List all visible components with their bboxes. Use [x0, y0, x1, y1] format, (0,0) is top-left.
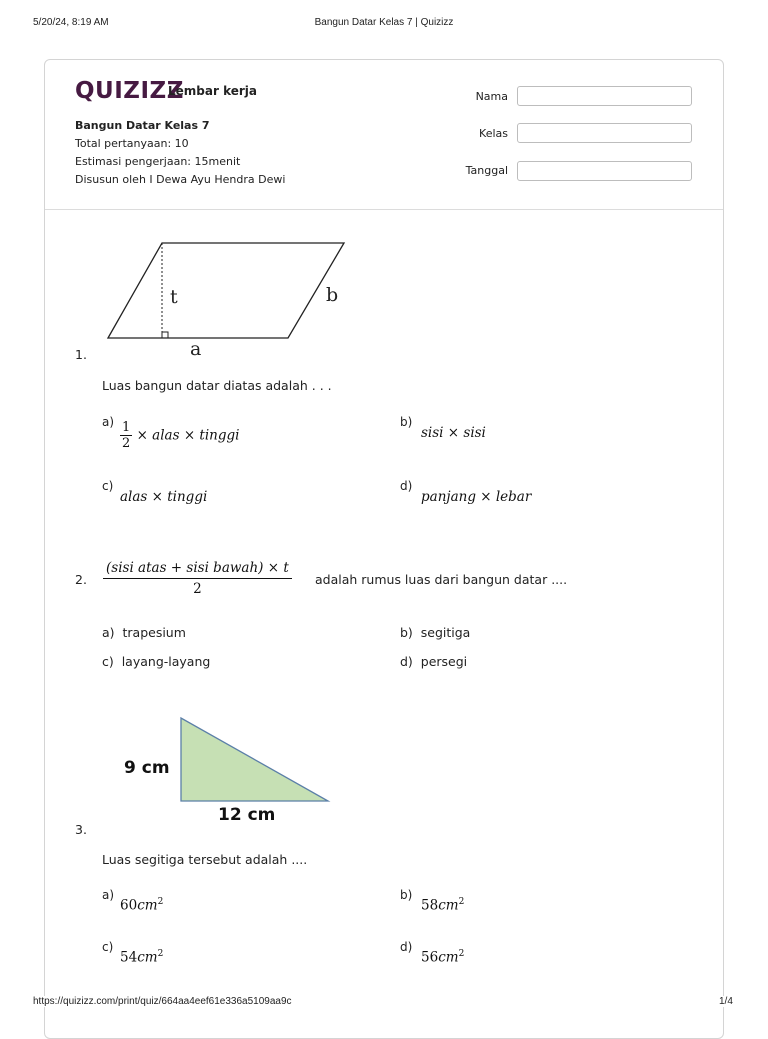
q1-option-a-letter: a)	[102, 415, 115, 429]
q2-option-a[interactable]	[102, 625, 186, 640]
q3-option-a-letter: a)	[102, 888, 115, 902]
q3-option-b-unit: cm	[438, 897, 459, 914]
triangle-shape	[181, 718, 328, 801]
formula-denominator: 2	[193, 581, 202, 597]
date-label: Tanggal	[465, 164, 508, 177]
right-angle-mark	[162, 332, 168, 338]
print-page-number: 1/4	[719, 996, 733, 1007]
date-field[interactable]	[517, 161, 692, 181]
q3-option-b[interactable]	[421, 897, 464, 914]
base-label: a	[190, 338, 202, 360]
question-2-number: 2.	[75, 572, 87, 587]
q3-option-a-exp: 2	[157, 897, 164, 907]
q2-option-a-text: trapesium	[122, 625, 186, 640]
estimated-time: Estimasi pengerjaan: 15menit	[75, 155, 241, 168]
q3-option-b-value: 58	[421, 897, 439, 914]
q2-option-d[interactable]	[400, 654, 467, 669]
class-label: Kelas	[479, 127, 508, 140]
q1-option-a[interactable]	[120, 420, 239, 451]
q3-option-c-unit: cm	[137, 949, 158, 966]
print-title: Bangun Datar Kelas 7 | Quizizz	[314, 17, 454, 28]
q2-option-c-letter: c)	[102, 654, 114, 669]
q3-option-c[interactable]	[120, 949, 163, 966]
q1-option-c[interactable]: alas × tinggi	[120, 489, 208, 505]
q3-option-c-letter: c)	[102, 940, 114, 954]
quizizz-logo: QUIZIZZ	[75, 78, 184, 104]
q3-option-d-value: 56	[421, 949, 439, 966]
height-label: t	[170, 286, 178, 308]
q3-option-b-letter: b)	[400, 888, 413, 902]
q2-option-c-text: layang-layang	[121, 654, 211, 669]
question-1-number: 1.	[75, 347, 87, 362]
q3-option-c-value: 54	[120, 949, 138, 966]
q1-option-b[interactable]: sisi × sisi	[421, 425, 486, 441]
question-2-text: adalah rumus luas dari bangun datar ....	[315, 572, 568, 587]
q3-option-b-exp: 2	[458, 897, 465, 907]
question-3-text: Luas segitiga tersebut adalah ....	[102, 852, 308, 867]
print-datetime: 5/20/24, 8:19 AM	[33, 17, 109, 28]
fraction-denominator: 2	[122, 436, 131, 451]
q1-option-d-letter: d)	[400, 479, 413, 493]
parallelogram-shape	[108, 243, 344, 338]
question-3-number: 3.	[75, 822, 87, 837]
q3-option-c-exp: 2	[157, 949, 164, 959]
q3-option-d-unit: cm	[438, 949, 459, 966]
question-1-text: Luas bangun datar diatas adalah . . .	[102, 378, 332, 393]
triangle-figure	[118, 712, 338, 827]
worksheet-subtitle: Lembar kerja	[168, 84, 257, 98]
name-field[interactable]	[517, 86, 692, 106]
q2-option-c[interactable]	[102, 654, 210, 669]
total-questions: Total pertanyaan: 10	[75, 137, 189, 150]
q2-option-b-text: segitiga	[420, 625, 471, 640]
q3-option-a-value: 60	[120, 897, 138, 914]
q3-option-a[interactable]	[120, 897, 163, 914]
q1-option-c-letter: c)	[102, 479, 114, 493]
q2-option-b-letter: b)	[400, 625, 413, 640]
q2-option-a-letter: a)	[102, 625, 115, 640]
q3-option-d[interactable]	[421, 949, 464, 966]
print-url[interactable]: https://quizizz.com/print/quiz/664aa4eef61e336a5109aa9c	[33, 996, 296, 1007]
q2-option-d-text: persegi	[420, 654, 468, 669]
fraction-numerator: 1	[122, 420, 131, 435]
q1-option-a-text: × alas × tinggi	[136, 427, 240, 444]
q3-option-d-exp: 2	[458, 949, 465, 959]
author: Disusun oleh I Dewa Ayu Hendra Dewi	[75, 173, 286, 186]
parallelogram-figure	[100, 235, 360, 360]
formula-numerator: (sisi atas + sisi bawah) × t	[103, 560, 292, 579]
quiz-title: Bangun Datar Kelas 7	[75, 119, 210, 132]
side-label: b	[326, 284, 339, 306]
class-field[interactable]	[517, 123, 692, 143]
base-label: 12 cm	[218, 805, 276, 825]
trapezoid-formula	[103, 560, 292, 597]
q3-option-a-unit: cm	[137, 897, 158, 914]
q2-option-d-letter: d)	[400, 654, 413, 669]
q2-option-b[interactable]	[400, 625, 470, 640]
q1-option-b-letter: b)	[400, 415, 413, 429]
q3-option-d-letter: d)	[400, 940, 413, 954]
q1-option-d[interactable]: panjang × lebar	[421, 489, 532, 505]
name-label: Nama	[475, 90, 508, 103]
height-label: 9 cm	[124, 758, 170, 778]
